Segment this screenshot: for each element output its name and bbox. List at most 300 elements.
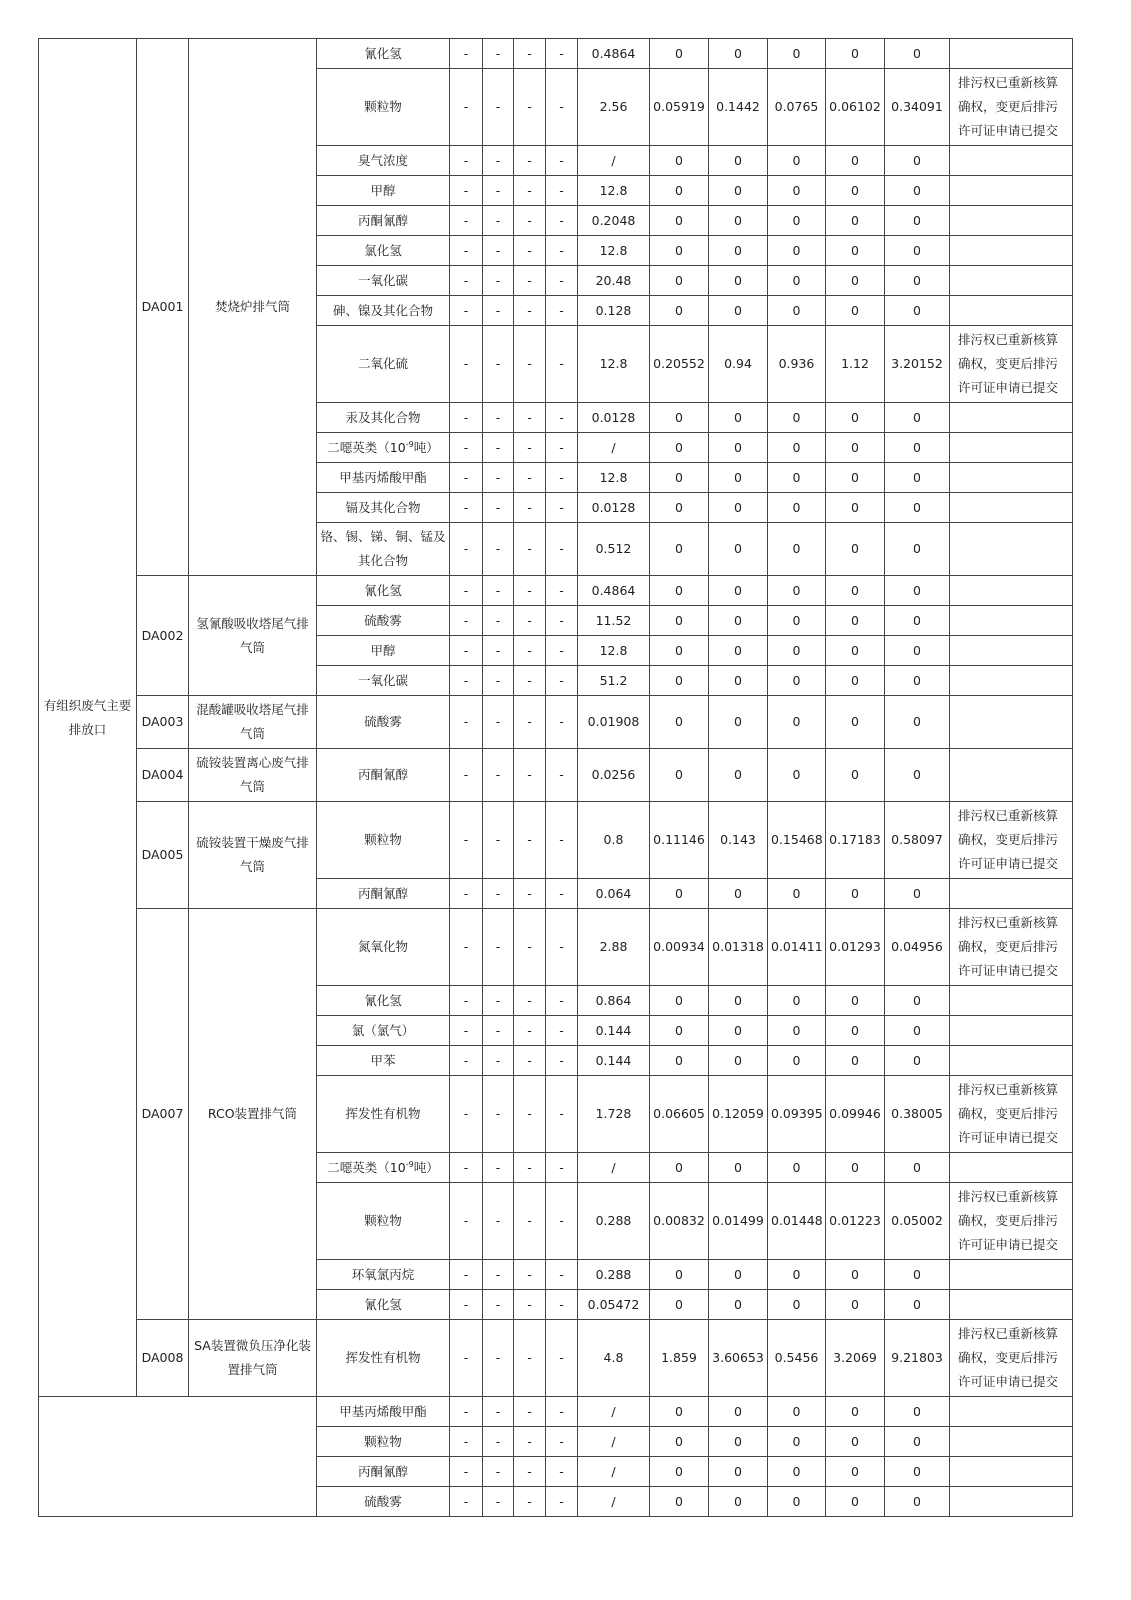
- dash-cell: -: [483, 1076, 514, 1153]
- dash-cell: -: [450, 576, 483, 606]
- emission-value-cell: 0: [885, 296, 950, 326]
- emission-value-cell: 0: [885, 606, 950, 636]
- note-cell: [950, 986, 1073, 1016]
- note-cell: [950, 206, 1073, 236]
- dash-cell: -: [546, 1016, 578, 1046]
- note-cell: [950, 1457, 1073, 1487]
- emission-value-cell: 0: [709, 1016, 768, 1046]
- emission-value-cell: 0: [709, 1397, 768, 1427]
- emission-value-cell: 0: [768, 1397, 826, 1427]
- dash-cell: -: [514, 1457, 546, 1487]
- dash-cell: -: [450, 1076, 483, 1153]
- outlet-code-cell: DA005: [137, 802, 189, 909]
- dash-cell: -: [450, 463, 483, 493]
- note-cell: 排污权已重新核算确权，变更后排污许可证申请已提交: [950, 69, 1073, 146]
- note-cell: [950, 523, 1073, 576]
- pollutant-cell: 硫酸雾: [317, 606, 450, 636]
- pollutant-cell: 一氧化碳: [317, 666, 450, 696]
- dash-cell: -: [450, 1260, 483, 1290]
- emission-value-cell: 0.17183: [826, 802, 885, 879]
- dash-cell: -: [450, 1153, 483, 1183]
- emission-value-cell: 0: [650, 1290, 709, 1320]
- dash-cell: -: [546, 146, 578, 176]
- dash-cell: -: [450, 176, 483, 206]
- emission-value-cell: 0: [768, 666, 826, 696]
- dash-cell: -: [514, 39, 546, 69]
- emission-value-cell: 0: [885, 236, 950, 266]
- emission-value-cell: 0: [885, 523, 950, 576]
- emission-value-cell: 0: [709, 463, 768, 493]
- emission-value-cell: 0.0765: [768, 69, 826, 146]
- emission-value-cell: 0: [709, 606, 768, 636]
- emission-value-cell: 0: [768, 523, 826, 576]
- dash-cell: -: [450, 696, 483, 749]
- emission-value-cell: 0: [768, 1487, 826, 1517]
- dash-cell: -: [483, 986, 514, 1016]
- dash-cell: -: [483, 1016, 514, 1046]
- emission-value-cell: 0: [650, 666, 709, 696]
- permit-limit-cell: 4.8: [578, 1320, 650, 1397]
- dash-cell: -: [483, 1183, 514, 1260]
- table-row: [39, 39, 1073, 69]
- emission-value-cell: 0: [826, 523, 885, 576]
- dash-cell: -: [546, 39, 578, 69]
- pollutant-cell: 氰化氢: [317, 576, 450, 606]
- pollutant-cell: 丙酮氰醇: [317, 206, 450, 236]
- emission-value-cell: 0: [650, 463, 709, 493]
- note-cell: 排污权已重新核算确权，变更后排污许可证申请已提交: [950, 326, 1073, 403]
- permit-limit-cell: 0.8: [578, 802, 650, 879]
- dash-cell: -: [483, 1153, 514, 1183]
- emission-value-cell: 0: [826, 176, 885, 206]
- pollutant-cell: 氰化氢: [317, 1290, 450, 1320]
- emission-value-cell: 3.60653: [709, 1320, 768, 1397]
- emission-value-cell: 0: [768, 463, 826, 493]
- note-cell: [950, 576, 1073, 606]
- dash-cell: -: [483, 463, 514, 493]
- emission-value-cell: 0: [826, 986, 885, 1016]
- dioxin-prefix: 二噁英类（10: [327, 439, 406, 455]
- emission-value-cell: 0: [826, 1260, 885, 1290]
- note-cell: [950, 39, 1073, 69]
- emission-value-cell: 0: [650, 296, 709, 326]
- permit-limit-cell: /: [578, 1457, 650, 1487]
- emission-value-cell: 0: [709, 666, 768, 696]
- dash-cell: -: [450, 909, 483, 986]
- dash-cell: -: [450, 1397, 483, 1427]
- emission-value-cell: 0: [885, 1046, 950, 1076]
- permit-limit-cell: 51.2: [578, 666, 650, 696]
- dash-cell: -: [450, 636, 483, 666]
- outlet-name-cell: 氢氰酸吸收塔尾气排气筒: [189, 576, 317, 696]
- note-cell: [950, 236, 1073, 266]
- dash-cell: -: [450, 666, 483, 696]
- emission-value-cell: 0: [885, 879, 950, 909]
- dash-cell: -: [514, 1260, 546, 1290]
- permit-limit-cell: 12.8: [578, 636, 650, 666]
- pollutant-cell: 颗粒物: [317, 1183, 450, 1260]
- dash-cell: -: [546, 666, 578, 696]
- emission-value-cell: 0: [826, 879, 885, 909]
- dash-cell: -: [514, 176, 546, 206]
- note-cell: [950, 749, 1073, 802]
- emission-value-cell: 0: [650, 146, 709, 176]
- emission-value-cell: 0: [650, 523, 709, 576]
- dash-cell: -: [450, 1046, 483, 1076]
- emission-value-cell: 0: [826, 493, 885, 523]
- table-row: [39, 1320, 1073, 1397]
- emission-value-cell: 0.09946: [826, 1076, 885, 1153]
- dash-cell: -: [546, 749, 578, 802]
- emission-value-cell: 0.94: [709, 326, 768, 403]
- dash-cell: -: [483, 1487, 514, 1517]
- dash-cell: -: [483, 909, 514, 986]
- dash-cell: -: [450, 749, 483, 802]
- dash-cell: -: [450, 802, 483, 879]
- dioxin-suffix: 吨）: [413, 1159, 439, 1175]
- dash-cell: -: [483, 1397, 514, 1427]
- permit-limit-cell: 11.52: [578, 606, 650, 636]
- emission-value-cell: 0: [885, 206, 950, 236]
- pollutant-cell: 铬、锡、锑、铜、锰及其化合物: [317, 523, 450, 576]
- dash-cell: -: [483, 696, 514, 749]
- pollutant-cell: 氯（氯气）: [317, 1016, 450, 1046]
- emission-value-cell: 0: [826, 39, 885, 69]
- emission-value-cell: 0: [768, 206, 826, 236]
- emission-value-cell: 0.01448: [768, 1183, 826, 1260]
- emission-value-cell: 0: [885, 433, 950, 463]
- note-cell: [950, 636, 1073, 666]
- dash-cell: -: [514, 326, 546, 403]
- emission-value-cell: 0: [768, 1457, 826, 1487]
- note-cell: 排污权已重新核算确权，变更后排污许可证申请已提交: [950, 1183, 1073, 1260]
- dash-cell: -: [514, 749, 546, 802]
- dash-cell: -: [483, 1320, 514, 1397]
- emission-value-cell: 0: [826, 296, 885, 326]
- emission-value-cell: 0: [885, 696, 950, 749]
- note-cell: [950, 176, 1073, 206]
- emission-value-cell: 0: [768, 146, 826, 176]
- dash-cell: -: [514, 206, 546, 236]
- emission-value-cell: 3.20152: [885, 326, 950, 403]
- emission-value-cell: 0.01411: [768, 909, 826, 986]
- emission-value-cell: 0: [885, 403, 950, 433]
- emission-value-cell: 0: [885, 1487, 950, 1517]
- emission-value-cell: 0: [826, 206, 885, 236]
- emission-value-cell: 0: [650, 266, 709, 296]
- permit-limit-cell: 0.2048: [578, 206, 650, 236]
- emission-value-cell: 0: [768, 1016, 826, 1046]
- emission-value-cell: 0: [826, 266, 885, 296]
- emission-value-cell: 0: [709, 146, 768, 176]
- dash-cell: -: [450, 523, 483, 576]
- dash-cell: -: [546, 696, 578, 749]
- emission-value-cell: 0: [709, 986, 768, 1016]
- emission-value-cell: 0: [650, 206, 709, 236]
- dash-cell: -: [514, 606, 546, 636]
- dash-cell: -: [450, 1487, 483, 1517]
- dash-cell: -: [514, 1076, 546, 1153]
- emission-value-cell: 0: [709, 576, 768, 606]
- permit-limit-cell: 0.01908: [578, 696, 650, 749]
- note-cell: [950, 666, 1073, 696]
- emission-value-cell: 0: [826, 636, 885, 666]
- dash-cell: -: [483, 749, 514, 802]
- emission-value-cell: 0: [826, 696, 885, 749]
- emission-value-cell: 0: [709, 696, 768, 749]
- dash-cell: -: [483, 326, 514, 403]
- emission-value-cell: 0: [709, 1457, 768, 1487]
- emission-value-cell: 0: [709, 266, 768, 296]
- dash-cell: -: [546, 576, 578, 606]
- permit-limit-cell: /: [578, 1487, 650, 1517]
- emission-value-cell: 0: [709, 523, 768, 576]
- dash-cell: -: [514, 1487, 546, 1517]
- dioxin-exponent: -9: [405, 1159, 414, 1169]
- emission-value-cell: 0.15468: [768, 802, 826, 879]
- emission-value-cell: 0.06605: [650, 1076, 709, 1153]
- dash-cell: -: [546, 266, 578, 296]
- pollutant-cell: 丙酮氰醇: [317, 1457, 450, 1487]
- dash-cell: -: [546, 296, 578, 326]
- dash-cell: -: [483, 576, 514, 606]
- emission-value-cell: 0.00934: [650, 909, 709, 986]
- emission-value-cell: 0.01293: [826, 909, 885, 986]
- dash-cell: -: [450, 1290, 483, 1320]
- emission-value-cell: 0: [650, 433, 709, 463]
- dash-cell: -: [546, 523, 578, 576]
- dioxin-suffix: 吨）: [413, 439, 439, 455]
- dash-cell: -: [483, 1427, 514, 1457]
- pollutant-cell: 氯化氢: [317, 236, 450, 266]
- emission-value-cell: 0: [826, 1457, 885, 1487]
- dash-cell: -: [514, 879, 546, 909]
- emission-value-cell: 0: [650, 493, 709, 523]
- permit-limit-cell: 0.128: [578, 296, 650, 326]
- emission-value-cell: 0.09395: [768, 1076, 826, 1153]
- note-cell: [950, 1046, 1073, 1076]
- emission-value-cell: 1.859: [650, 1320, 709, 1397]
- dash-cell: -: [546, 1183, 578, 1260]
- permit-limit-cell: 0.0128: [578, 493, 650, 523]
- dash-cell: -: [483, 39, 514, 69]
- dash-cell: -: [514, 1427, 546, 1457]
- dash-cell: -: [514, 463, 546, 493]
- permit-limit-cell: 0.0256: [578, 749, 650, 802]
- emission-value-cell: 0: [650, 696, 709, 749]
- emission-value-cell: 0.06102: [826, 69, 885, 146]
- note-cell: 排污权已重新核算确权，变更后排污许可证申请已提交: [950, 1076, 1073, 1153]
- permit-limit-cell: 0.4864: [578, 576, 650, 606]
- dash-cell: -: [450, 1320, 483, 1397]
- dash-cell: -: [546, 1076, 578, 1153]
- pollutant-cell: 甲醇: [317, 636, 450, 666]
- outlet-code-cell: DA003: [137, 696, 189, 749]
- dash-cell: -: [514, 576, 546, 606]
- emission-value-cell: 0: [885, 146, 950, 176]
- permit-limit-cell: 12.8: [578, 326, 650, 403]
- outlet-name-cell: 硫铵装置干燥废气排气筒: [189, 802, 317, 909]
- emission-value-cell: 0: [826, 1016, 885, 1046]
- emission-value-cell: 0: [826, 576, 885, 606]
- outlet-code-cell: DA008: [137, 1320, 189, 1397]
- dash-cell: -: [483, 296, 514, 326]
- dash-cell: -: [546, 206, 578, 236]
- emission-value-cell: 0.58097: [885, 802, 950, 879]
- dash-cell: -: [514, 69, 546, 146]
- permit-limit-cell: 0.4864: [578, 39, 650, 69]
- permit-limit-cell: 12.8: [578, 176, 650, 206]
- pollutant-cell: 颗粒物: [317, 69, 450, 146]
- dash-cell: -: [483, 69, 514, 146]
- dash-cell: -: [514, 1320, 546, 1397]
- emission-value-cell: 0.1442: [709, 69, 768, 146]
- emission-value-cell: 0: [709, 1427, 768, 1457]
- emission-value-cell: 0: [885, 1290, 950, 1320]
- outlet-name-cell: RCO装置排气筒: [189, 909, 317, 1320]
- note-cell: [950, 696, 1073, 749]
- note-cell: [950, 606, 1073, 636]
- dash-cell: -: [546, 606, 578, 636]
- emission-value-cell: 0: [826, 1153, 885, 1183]
- emission-value-cell: 0: [709, 1260, 768, 1290]
- dash-cell: -: [546, 909, 578, 986]
- emission-value-cell: 0.936: [768, 326, 826, 403]
- outlet-name-cell: 焚烧炉排气筒: [189, 39, 317, 576]
- pollutant-cell: 环氧氯丙烷: [317, 1260, 450, 1290]
- note-cell: [950, 1290, 1073, 1320]
- emission-value-cell: 0: [768, 636, 826, 666]
- dioxin-exponent: -9: [405, 439, 414, 449]
- emission-value-cell: 0: [768, 493, 826, 523]
- emission-value-cell: 0: [768, 433, 826, 463]
- dash-cell: -: [546, 433, 578, 463]
- emission-value-cell: 0: [709, 636, 768, 666]
- note-cell: [950, 296, 1073, 326]
- emission-value-cell: 0: [650, 403, 709, 433]
- dash-cell: -: [546, 1260, 578, 1290]
- emission-value-cell: 0: [650, 176, 709, 206]
- emission-value-cell: 0.143: [709, 802, 768, 879]
- dash-cell: -: [546, 463, 578, 493]
- dash-cell: -: [450, 606, 483, 636]
- emission-value-cell: 0: [768, 879, 826, 909]
- dash-cell: -: [546, 986, 578, 1016]
- outlet-code-cell: DA002: [137, 576, 189, 696]
- emission-value-cell: 0: [768, 606, 826, 636]
- permit-limit-cell: 0.064: [578, 879, 650, 909]
- permit-limit-cell: 0.864: [578, 986, 650, 1016]
- emission-value-cell: 9.21803: [885, 1320, 950, 1397]
- emission-value-cell: 0: [768, 696, 826, 749]
- permit-limit-cell: 0.512: [578, 523, 650, 576]
- note-cell: [950, 493, 1073, 523]
- dash-cell: -: [483, 493, 514, 523]
- dash-cell: -: [514, 433, 546, 463]
- emission-value-cell: 0: [885, 266, 950, 296]
- emission-value-cell: 0: [826, 1046, 885, 1076]
- dash-cell: -: [546, 879, 578, 909]
- outlet-name-cell: 混酸罐吸收塔尾气排气筒: [189, 696, 317, 749]
- dash-cell: -: [514, 986, 546, 1016]
- emission-value-cell: 0: [709, 39, 768, 69]
- emission-value-cell: 0: [885, 1260, 950, 1290]
- emission-value-cell: 0: [826, 1427, 885, 1457]
- outlet-code-cell: DA007: [137, 909, 189, 1320]
- emission-value-cell: 0: [768, 403, 826, 433]
- pollutant-cell: 甲基丙烯酸甲酯: [317, 1397, 450, 1427]
- dash-cell: -: [514, 1397, 546, 1427]
- emission-value-cell: 3.2069: [826, 1320, 885, 1397]
- pollutant-cell: 甲基丙烯酸甲酯: [317, 463, 450, 493]
- dash-cell: -: [483, 666, 514, 696]
- permit-limit-cell: 2.88: [578, 909, 650, 986]
- permit-limit-cell: 0.144: [578, 1046, 650, 1076]
- emission-value-cell: 0.01499: [709, 1183, 768, 1260]
- pollutant-cell: 甲苯: [317, 1046, 450, 1076]
- emission-value-cell: 0: [768, 1153, 826, 1183]
- dash-cell: -: [450, 236, 483, 266]
- note-cell: 排污权已重新核算确权，变更后排污许可证申请已提交: [950, 1320, 1073, 1397]
- emission-value-cell: 0: [650, 986, 709, 1016]
- outlet-name-cell: SA装置微负压净化装置排气筒: [189, 1320, 317, 1397]
- emission-value-cell: 0: [709, 236, 768, 266]
- pollutant-cell: 氮氧化物: [317, 909, 450, 986]
- note-cell: [950, 1487, 1073, 1517]
- permit-limit-cell: 0.05472: [578, 1290, 650, 1320]
- dash-cell: -: [546, 1046, 578, 1076]
- dash-cell: -: [450, 266, 483, 296]
- note-cell: 排污权已重新核算确权，变更后排污许可证申请已提交: [950, 802, 1073, 879]
- pollutant-cell: 颗粒物: [317, 1427, 450, 1457]
- dash-cell: -: [450, 326, 483, 403]
- dash-cell: -: [450, 206, 483, 236]
- table-row: [39, 696, 1073, 749]
- dash-cell: -: [514, 909, 546, 986]
- dash-cell: -: [514, 236, 546, 266]
- dash-cell: -: [514, 403, 546, 433]
- dash-cell: -: [450, 146, 483, 176]
- emission-value-cell: 0: [650, 39, 709, 69]
- permit-limit-cell: /: [578, 433, 650, 463]
- emission-value-cell: 0: [650, 576, 709, 606]
- emission-value-cell: 0: [826, 1290, 885, 1320]
- permit-limit-cell: /: [578, 1427, 650, 1457]
- dash-cell: -: [514, 1183, 546, 1260]
- emission-value-cell: 0: [650, 636, 709, 666]
- emission-value-cell: 0: [768, 236, 826, 266]
- emission-value-cell: 0: [709, 493, 768, 523]
- note-cell: [950, 1016, 1073, 1046]
- emission-value-cell: 0: [650, 606, 709, 636]
- emission-value-cell: 0: [768, 1260, 826, 1290]
- dash-cell: -: [483, 802, 514, 879]
- pollutant-cell: 氰化氢: [317, 986, 450, 1016]
- permit-limit-cell: /: [578, 1153, 650, 1183]
- dash-cell: -: [483, 403, 514, 433]
- emission-value-cell: 0: [709, 433, 768, 463]
- pollutant-cell: 甲醇: [317, 176, 450, 206]
- pollutant-cell: 氰化氢: [317, 39, 450, 69]
- emission-value-cell: 0: [826, 749, 885, 802]
- dash-cell: -: [450, 69, 483, 146]
- dash-cell: -: [450, 296, 483, 326]
- emission-value-cell: 0: [826, 606, 885, 636]
- dash-cell: -: [546, 1457, 578, 1487]
- emission-value-cell: 0: [650, 1046, 709, 1076]
- permit-limit-cell: 20.48: [578, 266, 650, 296]
- permit-limit-cell: 1.728: [578, 1076, 650, 1153]
